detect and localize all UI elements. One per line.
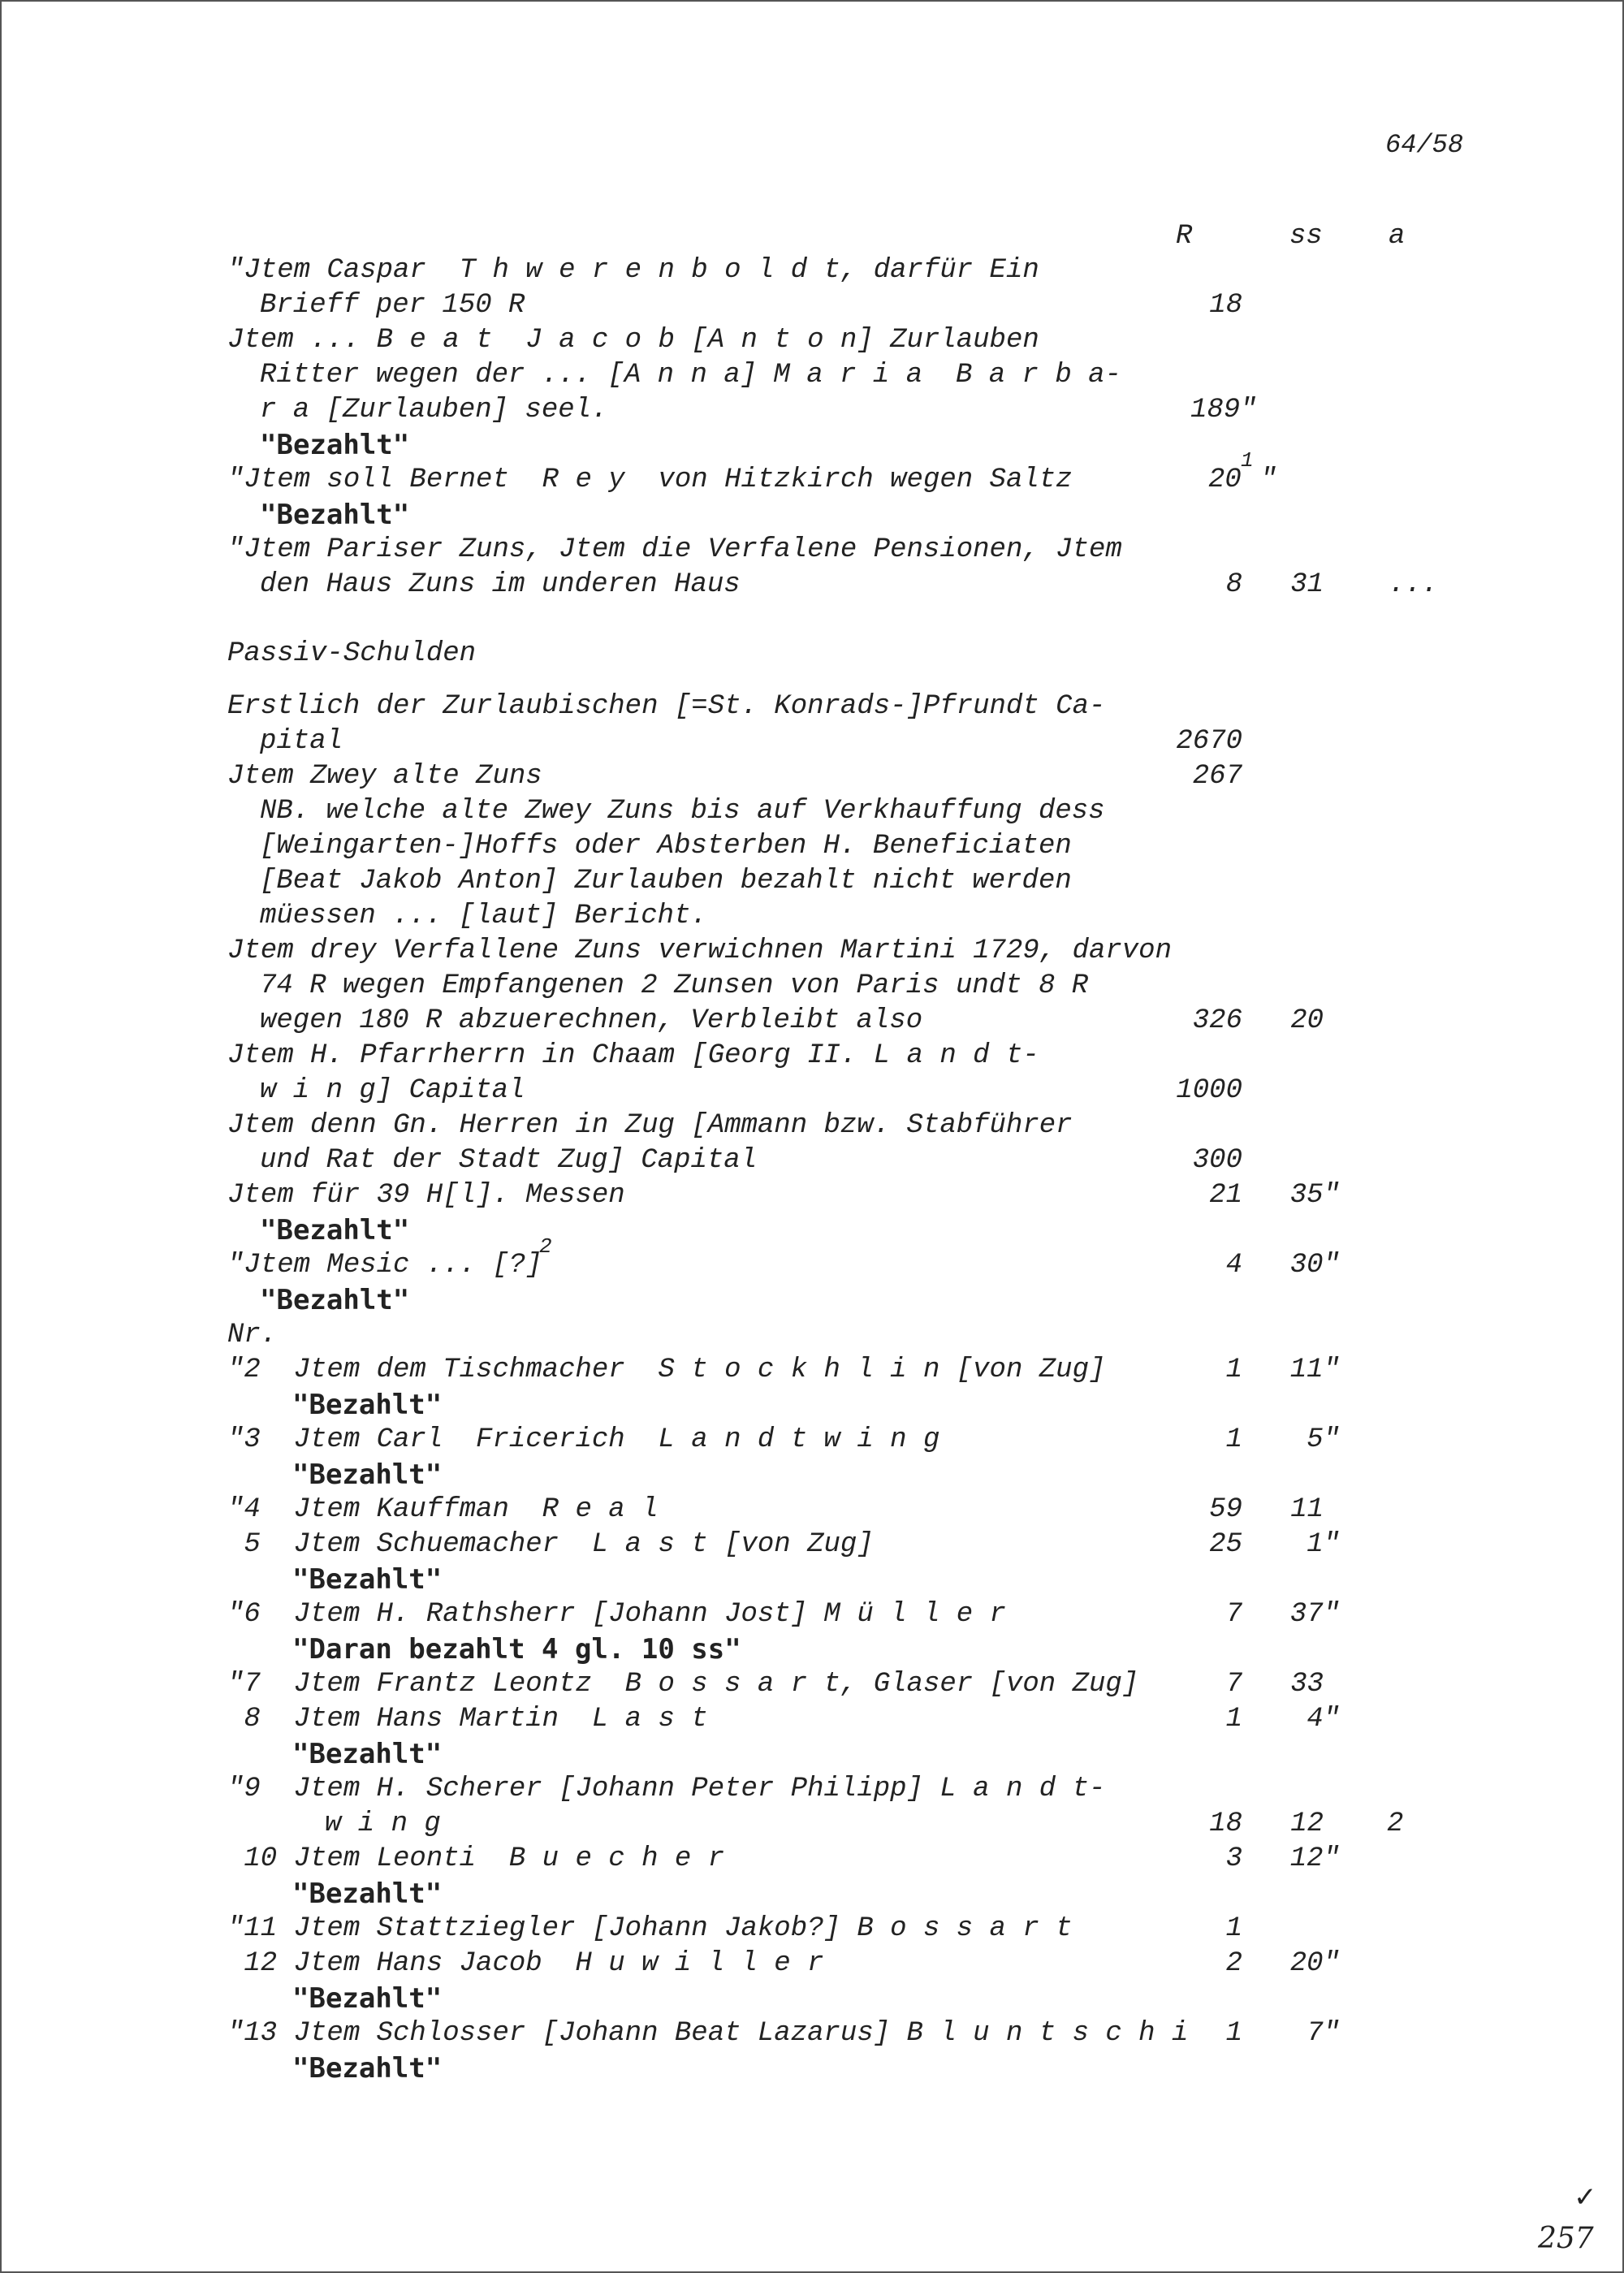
entry-line: Jtem denn Gn. Herren in Zug [Ammann bzw. Stabführer [227,1110,1073,1141]
paid-note: "Bezahlt" [292,1563,443,1596]
column-header-a: a [1389,221,1406,252]
paid-note: "Bezahlt" [260,1284,410,1316]
amount-ss: 7" [1307,2018,1340,2049]
amount-r-mark: " [1260,465,1277,495]
entry-line: 74 R wegen Empfangenen 2 Zunsen von Paris undt 8 R [260,970,1089,1001]
entry-line: 12 Jtem Hans Jacob H u w i l l e r [227,1948,824,1979]
amount-ss: 5" [1307,1424,1340,1455]
amount-r: 25 [1209,1529,1242,1560]
entry-line: "3 Jtem Carl Fricerich L a n d t w i n g [227,1424,940,1455]
entry-line: "4 Jtem Kauffman R e a l [227,1494,659,1525]
entry-line: "2 Jtem dem Tischmacher S t o c k h l i n [von Zug] [227,1355,1106,1385]
section-heading: Passiv-Schulden [227,638,477,669]
amount-r: 1 [1225,1355,1242,1385]
entry-line: "Jtem Caspar T h w e r e n b o l d t, darfür Ein [227,255,1039,286]
amount-ss: 4" [1307,1704,1340,1735]
amount-ss: 35" [1289,1180,1340,1211]
entry-line: wegen 180 R abzuerechnen, Verbleibt also [260,1005,923,1036]
amount-ss: 12 [1290,1808,1324,1839]
amount-ss: 1" [1307,1529,1340,1560]
paid-note: "Bezahlt" [292,2052,443,2085]
amount-ss: 11" [1289,1355,1340,1385]
amount-ss: 20 [1290,1005,1324,1036]
amount-r: 20 [1208,465,1242,495]
amount-r: 18 [1209,290,1242,321]
paid-note: "Bezahlt" [292,1458,443,1491]
footnote-mark: 2 [539,1234,552,1259]
entry-line: w i n g [325,1808,441,1839]
entry-line: NB. welche alte Zwey Zuns bis auf Verkhauffung dess [260,796,1105,827]
paid-note: "Bezahlt" [260,429,410,461]
entry-line: Ritter wegen der ... [A n n a] M a r i a B a r b a- [260,360,1121,391]
entry-line: Jtem ... B e a t J a c o b [A n t o n] Zurlauben [227,325,1039,356]
entry-line: 5 Jtem Schuemacher L a s t [von Zug] [227,1529,874,1560]
entry-line: Nr. [227,1320,278,1350]
entry-line: "7 Jtem Frantz Leontz B o s s a r t, Glaser [von Zug] [227,1669,1139,1700]
entry-line: den Haus Zuns im underen Haus [260,569,741,600]
entry-line: r a [Zurlauben] seel. [260,395,608,426]
amount-r: 326 [1192,1005,1242,1036]
entry-line: Jtem drey Verfallene Zuns verwichnen Martini 1729, darvon [227,936,1172,966]
folio-number: 257 [1538,2222,1594,2255]
amount-ss: 12" [1289,1843,1340,1874]
amount-r: 1 [1225,2018,1242,2049]
entry-line: "11 Jtem Stattziegler [Johann Jakob?] B o s s a r t [227,1913,1073,1944]
paid-note: "Daran bezahlt 4 gl. 10 ss" [292,1633,741,1666]
amount-r: 7 [1225,1669,1242,1700]
amount-r: 1 [1225,1704,1242,1735]
entry-line: Brieff per 150 R [260,290,525,321]
amount-r: 1000 [1176,1075,1242,1106]
amount-ss: 11 [1290,1494,1324,1525]
amount-r: 59 [1209,1494,1242,1525]
entry-line: Jtem für 39 H[l]. Messen [227,1180,625,1211]
page-number: 64/58 [1385,130,1464,160]
paid-note: "Bezahlt" [292,1982,443,2015]
entry-line: Erstlich der Zurlaubischen [=St. Konrads-]Pfrundt Ca- [227,691,1106,722]
amount-ss: 37" [1289,1599,1340,1630]
entry-line: [Beat Jakob Anton] Zurlauben bezahlt nicht werden [260,866,1072,897]
amount-a: 2 [1387,1808,1404,1839]
entry-line: "Jtem Mesic ... [?] [227,1250,542,1281]
entry-line: pital [260,726,343,757]
entry-line: "9 Jtem H. Scherer [Johann Peter Philipp] L a n d t- [227,1774,1106,1804]
amount-r: 2 [1225,1948,1242,1979]
amount-r: 4 [1225,1250,1242,1281]
paid-note: "Bezahlt" [260,1214,410,1247]
amount-r: 18 [1209,1808,1242,1839]
paid-note: "Bezahlt" [292,1389,443,1421]
entry-line: [Weingarten-]Hoffs oder Absterben H. Beneficiaten [260,831,1072,862]
amount-r: 8 [1225,569,1242,600]
entry-line: w i n g] Capital [260,1075,525,1106]
amount-r: 21 [1209,1180,1242,1211]
entry-line: und Rat der Stadt Zug] Capital [260,1145,758,1176]
entry-line: 10 Jtem Leonti B u e c h e r [227,1843,725,1874]
entry-line: Jtem H. Pfarrherrn in Chaam [Georg II. L a n d t- [227,1040,1039,1071]
paid-note: "Bezahlt" [260,499,410,531]
amount-r: 7 [1225,1599,1242,1630]
entry-line: "13 Jtem Schlosser [Johann Beat Lazarus] B l u n t s c h i [227,2018,1189,2049]
amount-r: 1 [1225,1913,1242,1944]
amount-a: ... [1389,569,1439,600]
amount-r: 267 [1192,761,1242,792]
amount-ss: 20" [1289,1948,1340,1979]
entry-line: "Jtem Pariser Zuns, Jtem die Verfalene Pensionen, Jtem [227,534,1122,565]
amount-r: 189" [1190,395,1257,426]
amount-ss: 31 [1290,569,1324,600]
amount-ss: 30" [1289,1250,1340,1281]
entry-line: müessen ... [laut] Bericht. [260,901,707,931]
paid-note: "Bezahlt" [292,1738,443,1770]
entry-line: "Jtem soll Bernet R e y von Hitzkirch wegen Saltz [227,465,1073,495]
amount-ss: 33 [1290,1669,1324,1700]
paid-note: "Bezahlt" [292,1878,443,1910]
footnote-mark: 1 [1241,448,1254,473]
entry-line: "6 Jtem H. Rathsherr [Johann Jost] M ü l l e r [227,1599,1006,1630]
column-header-r: R [1176,221,1193,252]
amount-r: 2670 [1176,726,1242,757]
check-mark: ✓ [1574,2181,1597,2214]
entry-line: 8 Jtem Hans Martin L a s t [227,1704,708,1735]
column-header-ss: ss [1289,221,1323,252]
amount-r: 1 [1225,1424,1242,1455]
amount-r: 3 [1225,1843,1242,1874]
entry-line: Jtem Zwey alte Zuns [227,761,542,792]
amount-r: 300 [1192,1145,1242,1176]
